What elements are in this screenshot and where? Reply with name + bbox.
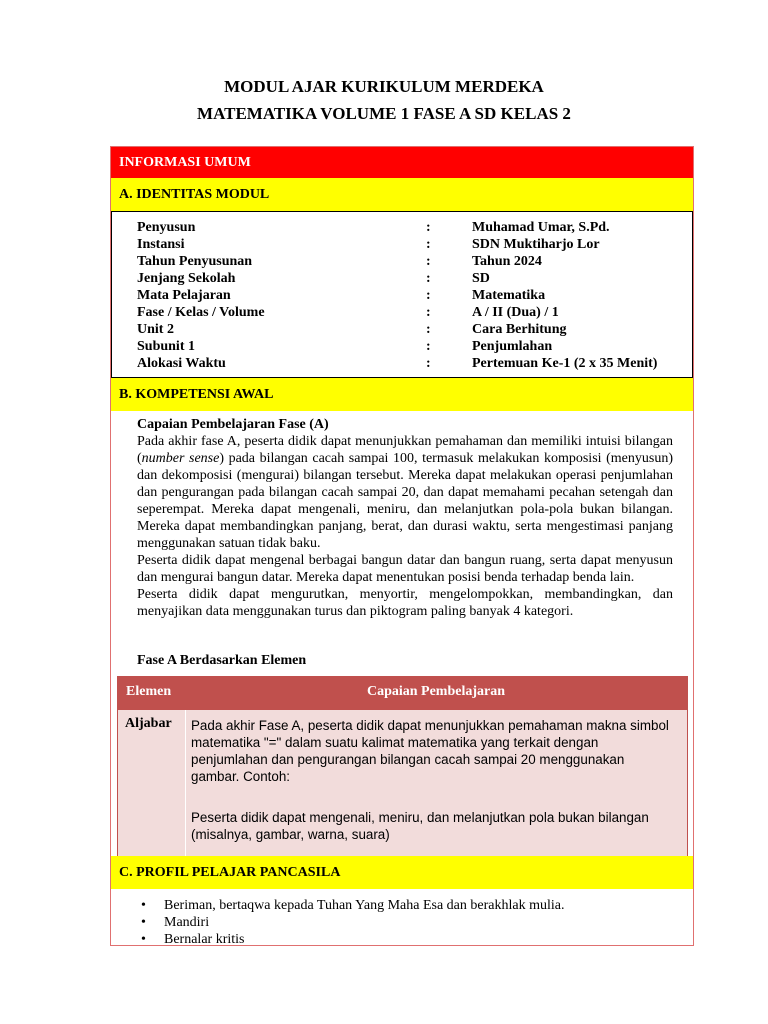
identitas-separator: : <box>426 237 431 252</box>
section-profil-pelajar: C. PROFIL PELAJAR PANCASILA <box>111 856 693 889</box>
identitas-value: Matematika <box>472 288 546 303</box>
list-item: • Beriman, bertaqwa kepada Tuhan Yang Maha Esa dan berakhlak mulia. <box>141 898 565 913</box>
identitas-label: Mata Pelajaran <box>137 288 231 303</box>
identitas-row <box>137 287 697 304</box>
elemen-table <box>117 676 688 856</box>
identitas-row <box>137 355 697 372</box>
column-header-elemen: Elemen <box>126 684 172 699</box>
identitas-separator: : <box>426 288 431 303</box>
list-item: • Bernalar kritis <box>141 932 245 947</box>
capaian-paragraph-2: Peserta didik dapat mengenal berbagai bangun datar dan bangun ruang, serta dapat menyusun dan mengurai bangun datar. Mereka dapat menentukan posisi benda terhadap benda lain. <box>137 553 673 585</box>
identitas-separator: : <box>426 254 431 269</box>
bullet-icon: • <box>141 915 146 930</box>
identitas-table <box>111 211 693 378</box>
identitas-label: Fase / Kelas / Volume <box>137 305 265 320</box>
identitas-separator: : <box>426 339 431 354</box>
identitas-row <box>137 219 697 236</box>
identitas-value: Muhamad Umar, S.Pd. <box>472 220 610 235</box>
identitas-separator: : <box>426 220 431 235</box>
capaian-paragraph-3: Peserta didik dapat mengurutkan, menyortir, mengelompokkan, membandingkan, dan menyajikan data menggunakan turus dan piktogram paling banyak 4 kategori. <box>137 587 673 619</box>
identitas-row <box>137 338 697 355</box>
identitas-label: Unit 2 <box>137 322 174 337</box>
module-subtitle: MATEMATIKA VOLUME 1 FASE A SD KELAS 2 <box>197 104 571 123</box>
identitas-value: A / II (Dua) / 1 <box>472 305 559 320</box>
list-item: • Mandiri <box>141 915 210 930</box>
identitas-row <box>137 321 697 338</box>
identitas-separator: : <box>426 356 431 371</box>
identitas-label: Alokasi Waktu <box>137 356 226 371</box>
identitas-separator: : <box>426 271 431 286</box>
section-identitas-modul: A. IDENTITAS MODUL <box>111 178 693 211</box>
identitas-label: Penyusun <box>137 220 196 235</box>
identitas-value: SDN Muktiharjo Lor <box>472 237 600 252</box>
identitas-separator: : <box>426 305 431 320</box>
elemen-heading: Fase A Berdasarkan Elemen <box>137 653 307 668</box>
capaian-text <box>137 433 673 620</box>
identitas-label: Subunit 1 <box>137 339 195 354</box>
identitas-label: Jenjang Sekolah <box>137 271 236 286</box>
identitas-separator: : <box>426 322 431 337</box>
identitas-row <box>137 304 697 321</box>
table-row <box>117 710 688 856</box>
section-kompetensi-awal: B. KOMPETENSI AWAL <box>111 378 693 411</box>
identitas-value: Tahun 2024 <box>472 254 542 269</box>
profil-list <box>137 897 677 948</box>
section-informasi-umum: INFORMASI UMUM <box>111 147 693 178</box>
column-header-capaian: Capaian Pembelajaran <box>366 684 506 699</box>
capaian-paragraph-1: Pada akhir fase A, peserta didik dapat menunjukkan pemahaman dan memiliki intuisi bilangan (number sense) pada bilangan cacah sampai 100, termasuk melakukan komposisi (menyusun) dan dekomposisi (mengurai) bilangan tersebut. Mereka dapat melakukan operasi penjumlahan dan pengurangan pada bilangan cacah sampai 20, dan dapat memahami pecahan setengah dan seperempat. Mereka dapat mengenali, meniru, dan melanjutkan pola-pola bukan bilangan. Mereka dapat membandingkan panjang, berat, dan durasi waktu, serta mengestimasi panjang menggunakan satuan tidak baku. <box>137 434 673 551</box>
elemen-name: Aljabar <box>125 716 172 731</box>
identitas-row <box>137 270 697 287</box>
identitas-label: Instansi <box>137 237 185 252</box>
identitas-value: Cara Berhitung <box>472 322 567 337</box>
identitas-label: Tahun Penyusunan <box>137 254 253 269</box>
module-title: MODUL AJAR KURIKULUM MERDEKA <box>224 77 544 96</box>
bullet-icon: • <box>141 932 146 947</box>
identitas-row <box>137 253 697 270</box>
bullet-icon: • <box>141 898 146 913</box>
elemen-description: Pada akhir Fase A, peserta didik dapat menunjukkan pemahaman makna simbol matematika "=" dalam suatu kalimat matematika yang terkait dengan penjumlahan dan pengurangan bilangan cacah sampai 20 menggunakan gambar. Contoh: Peserta didik dapat mengenali, meniru, dan melanjutkan pola bukan bilangan (misalnya, gambar, warna, suara) <box>191 718 669 842</box>
module-document <box>110 146 694 946</box>
identitas-row <box>137 236 697 253</box>
identitas-value: SD <box>472 271 490 286</box>
capaian-heading: Capaian Pembelajaran Fase (A) <box>137 417 329 432</box>
identitas-value: Pertemuan Ke-1 (2 x 35 Menit) <box>472 356 658 371</box>
elemen-table-header <box>117 676 688 710</box>
identitas-value: Penjumlahan <box>472 339 553 354</box>
column-divider <box>185 710 186 856</box>
